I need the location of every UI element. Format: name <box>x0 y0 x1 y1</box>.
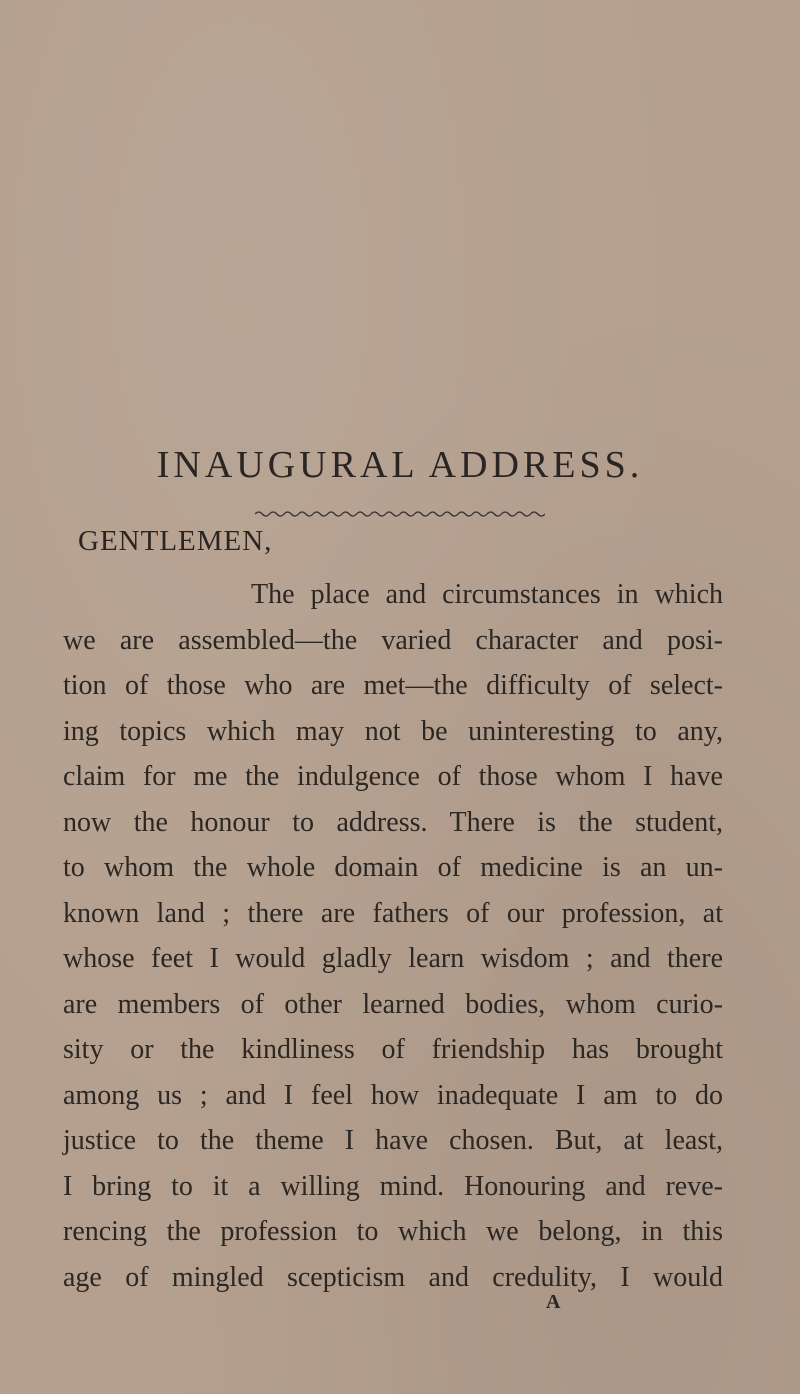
paragraph-line: tion of those who are met—the difficulty of select- <box>63 670 723 701</box>
paragraph-line: among us ; and I feel how inadequate I am to do <box>63 1079 723 1111</box>
page-title: INAUGURAL ADDRESS. <box>156 444 644 486</box>
paragraph-line: we are assembled—the varied character and posi- <box>63 624 723 656</box>
paragraph-line: age of mingled scepticism and credulity, I would <box>63 1261 723 1293</box>
decorative-wavy-rule <box>255 509 545 519</box>
paragraph-line: justice to the theme I have chosen. But, at least, <box>63 1125 723 1156</box>
salutation: GENTLEMEN, <box>78 525 273 557</box>
paragraph-line: now the honour to address. There is the student, <box>63 806 723 838</box>
paragraph-line: to whom the whole domain of medicine is an un- <box>63 852 723 883</box>
paragraph-line: I bring to it a willing mind. Honouring and reve- <box>63 1170 723 1202</box>
paragraph-line: rencing the profession to which we belong, in this <box>63 1216 723 1247</box>
paragraph-line: are members of other learned bodies, whom curio- <box>63 988 723 1020</box>
paragraph-line: claim for me the indulgence of those whom I have <box>63 761 723 792</box>
paragraph-line: The place and circumstances in which <box>251 579 723 610</box>
paragraph-line: known land ; there are fathers of our profession, at <box>63 897 723 929</box>
paragraph-line: ing topics which may not be uninteresting to any, <box>63 715 723 747</box>
paragraph-line: sity or the kindliness of friendship has brought <box>63 1034 723 1065</box>
paragraph <box>63 572 723 1300</box>
paragraph-line: whose feet I would gladly learn wisdom ; and there <box>63 943 723 974</box>
signature-mark: A <box>546 1291 561 1313</box>
